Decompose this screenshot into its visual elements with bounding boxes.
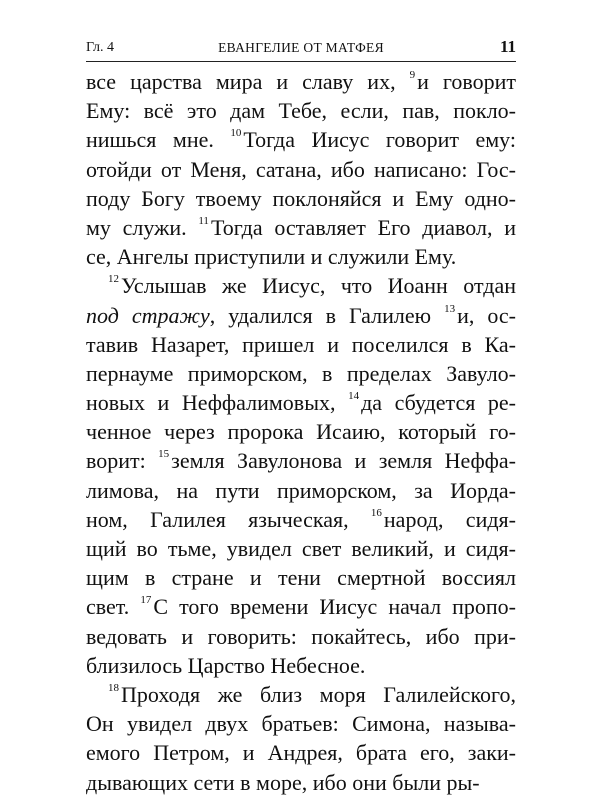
text-run: Тогда оставляет Его диавол, и [210,214,516,240]
text-run: близилось Царство Небесное. [86,652,366,678]
text-run: тавив Назарет, пришел и поселился в Ка- [86,331,516,357]
text-run: Проходя же близ моря Галилейского, [121,681,516,707]
verse-number: 18 [108,681,119,694]
text-run: му служи. [86,214,199,240]
text-run: ном, Галилея языческая, [86,506,371,532]
text-line [86,301,516,330]
text-run: щий во тьме, увидел свет великий, и сидя- [86,536,516,561]
text-run: С того времени Иисус начал пропо- [153,594,516,620]
text-line [86,242,516,271]
italic-text: под стражу [86,302,210,328]
text-line [86,768,516,797]
text-line [86,651,516,680]
text-line [86,446,516,475]
text-line [86,359,516,388]
text-run: емого Петром, и Андрея, брата его, заки- [86,740,516,766]
text-line [86,388,516,417]
book-title: ЕВАНГЕЛИЕ ОТ МАТФЕЯ [218,40,384,55]
text-line [86,213,516,242]
text-line [86,709,516,738]
paragraph [86,67,516,271]
text-line [86,155,516,184]
text-run: земля Завулонова и земля Неффа- [171,448,516,474]
verse-number: 9 [409,69,416,81]
verse-number: 13 [444,302,456,315]
text-run: и говорит [417,69,516,94]
text-run: новых и Неффалимовых, [86,390,349,416]
text-run: , удалился в Галилею [209,302,445,328]
text-run: се, Ангелы приступили и служили Ему. [86,244,457,270]
text-run: да сбудется ре- [361,390,516,416]
text-run: и, ос- [457,302,516,328]
scripture-text [86,67,516,797]
text-line [86,330,516,359]
text-run: поду Богу твоему поклоняйся и Ему одно- [86,185,516,211]
text-line [86,563,516,592]
text-run: ченное через пророка Исаию, который го- [86,419,516,445]
text-run: Тогда Иисус говорит ему: [243,127,516,153]
text-run: все царства мира и славу их, [86,69,410,94]
header-rule [86,61,516,62]
text-run: пернауме приморском, в пределах Завуло- [86,360,516,386]
text-line [86,505,516,534]
text-run: отойди от Меня, сатана, ибо написано: Гос- [86,156,516,182]
text-line [86,476,516,505]
text-line [86,271,516,300]
text-run: Он увидел двух братьев: Симона, называ- [86,711,516,737]
text-line [86,125,516,154]
text-line [86,67,516,96]
text-line [86,738,516,767]
page-number: 11 [499,37,516,56]
text-run: Ему: всё это дам Тебе, если, пав, покло- [86,98,516,124]
chapter-label: Гл. 4 [86,40,115,55]
paragraph [86,680,516,797]
text-run: дывающих сети в море, ибо они были ры- [86,769,480,795]
text-run: нишься мне. [86,127,231,153]
verse-number: 10 [230,127,242,140]
running-header [86,36,516,58]
text-line [86,592,516,621]
text-run: ведовать и говорить: покайтесь, ибо при- [86,623,516,649]
text-line [86,622,516,651]
text-run: Услышав же Иисус, что Иоанн отдан [121,273,516,299]
verse-number: 14 [348,390,360,403]
text-run: свет. [86,594,141,620]
text-line [86,680,516,709]
text-run: лимова, на пути приморском, за Иорда- [86,477,516,503]
text-line [86,96,516,125]
paragraph [86,271,516,680]
verse-number: 11 [198,214,209,227]
text-run: щим в стране и тени смертной воссиял [86,565,516,591]
text-run: народ, сидя- [383,506,516,532]
text-line [86,534,516,563]
text-line [86,184,516,213]
verse-number: 17 [140,594,152,607]
verse-number: 12 [108,273,119,286]
verse-number: 16 [370,506,382,519]
text-line [86,417,516,446]
text-run: ворит: [86,448,159,474]
verse-number: 15 [158,448,170,461]
